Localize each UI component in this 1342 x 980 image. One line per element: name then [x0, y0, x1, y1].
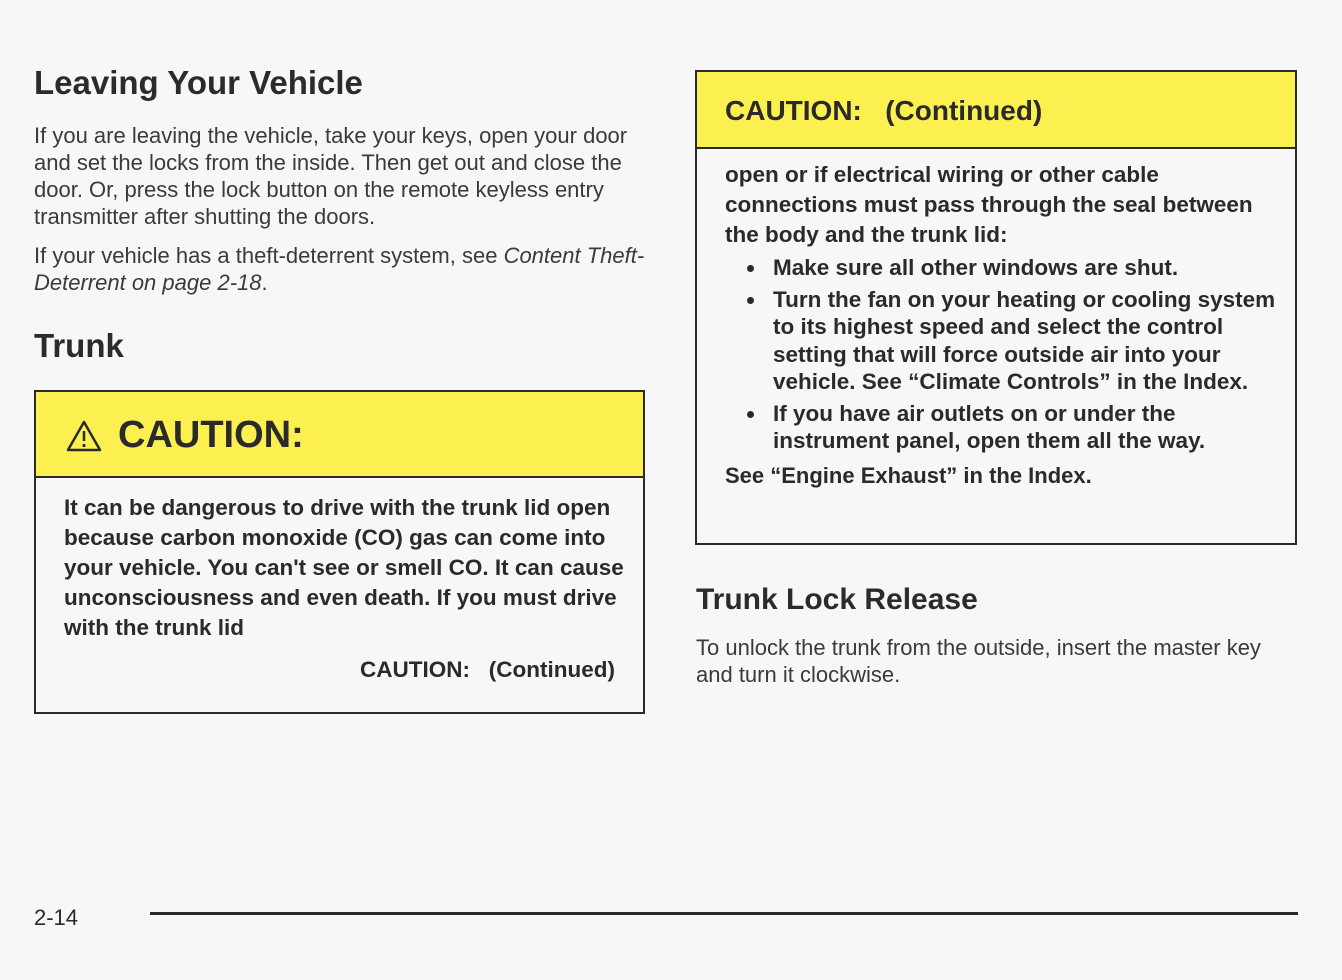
paragraph-theft-deterrent: [34, 242, 646, 296]
warning-triangle-icon: [66, 420, 102, 452]
bullet-icon: [747, 265, 754, 272]
bullet-text: If you have air outlets on or under the instrument panel, open them all the way.: [773, 400, 1206, 453]
caution-continued-body: [725, 160, 1277, 491]
caution-continued-banner: [697, 72, 1295, 149]
heading-leaving-your-vehicle: Leaving Your Vehicle: [34, 64, 363, 101]
bullet-text: Make sure all other windows are shut.: [773, 255, 1179, 280]
bullet-icon: [747, 411, 754, 418]
list-item: [725, 286, 1277, 396]
paragraph-leaving-vehicle: If you are leaving the vehicle, take your keys, open your door and set the locks from the inside. Then get out and close the door. Or, press the lock button on the remote keyless entry transmitter after shutting the doors.: [34, 123, 628, 229]
caution-see-engine-exhaust: See “Engine Exhaust” in the Index.: [725, 462, 1092, 488]
caution-banner: [36, 392, 643, 478]
bullet-icon: [747, 297, 754, 304]
theft-deterrent-reference: Content Theft-Deterrent on page 2-18: [34, 243, 645, 295]
list-item: [725, 400, 1277, 455]
list-item: [725, 254, 1277, 282]
caution-title: CAUTION:: [118, 414, 304, 456]
heading-trunk: Trunk: [34, 327, 124, 364]
caution-bullet-list: [725, 254, 1277, 455]
caution-body: It can be dangerous to drive with the trunk lid open because carbon monoxide (CO) gas can come into your vehicle. You can't see or smell CO. It can cause unconsciousness and even death. If you must drive with the trunk lid: [64, 495, 624, 640]
paragraph-trunk-lock-release: To unlock the trunk from the outside, insert the master key and turn it clockwise.: [696, 635, 1261, 687]
caution-box-continued: [695, 70, 1297, 545]
caution-continued-label: CAUTION: (Continued): [360, 657, 615, 682]
caution-continued-title: CAUTION: (Continued): [725, 95, 1043, 126]
page-number: 2-14: [34, 905, 79, 930]
heading-trunk-lock-release: Trunk Lock Release: [696, 583, 978, 616]
bullet-text: Turn the fan on your heating or cooling system to its highest speed and select the control setting that will force outside air into your vehicle. See “Climate Controls” in the Index.: [773, 286, 1276, 394]
caution-box-trunk: [34, 390, 645, 714]
caution-continued-intro: open or if electrical wiring or other cable connections must pass through the seal between the body and the trunk lid:: [725, 162, 1253, 247]
theft-deterrent-suffix: .: [261, 270, 268, 295]
footer-rule: [150, 912, 1298, 915]
theft-deterrent-prefix: If your vehicle has a theft-deterrent system, see: [34, 243, 504, 268]
